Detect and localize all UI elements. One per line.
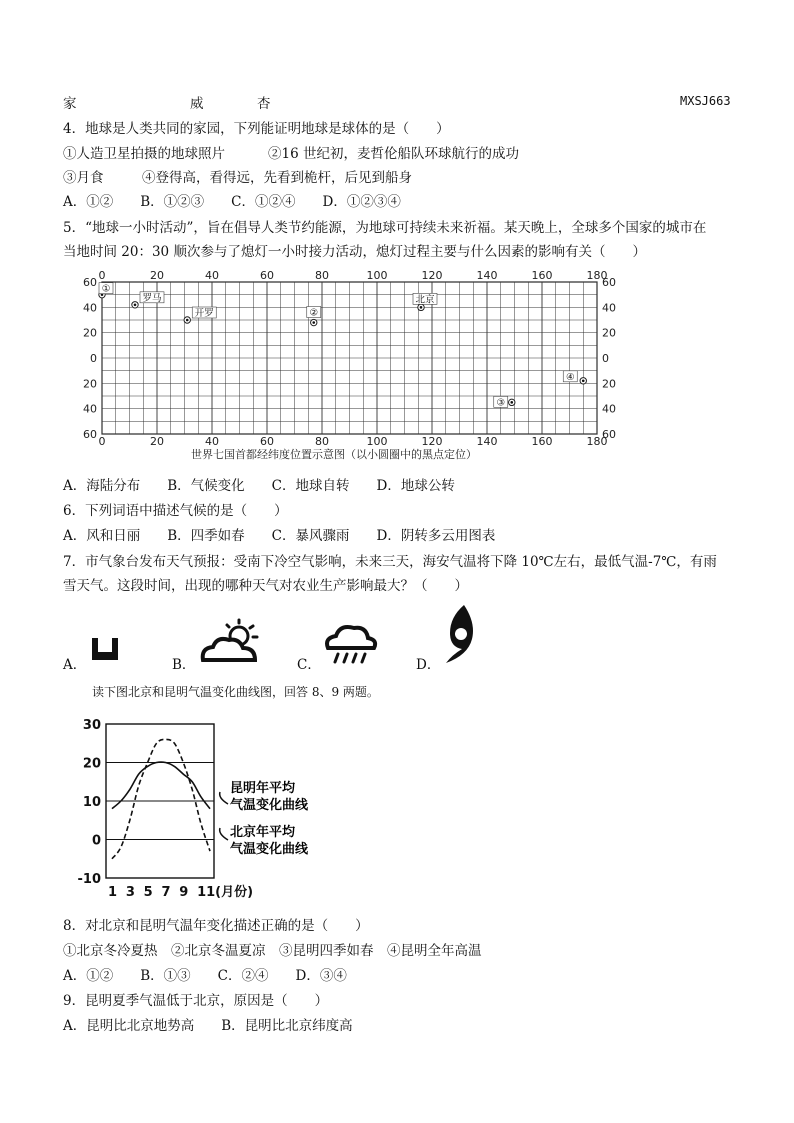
capital-label: 开罗 [194, 308, 214, 319]
capital-label: 罗马 [142, 292, 162, 304]
legend-beijing-line2: 气温变化曲线 [230, 842, 309, 857]
legend-beijing-line1: 北京年平均 [230, 825, 296, 840]
climate-x-tick: 1 [108, 885, 118, 898]
climate-y-tick: 10 [82, 795, 101, 810]
map-x-tick-top: 40 [205, 269, 219, 282]
climate-y-tick: 0 [91, 833, 101, 849]
q9-stem: 9．昆明夏季气温低于北京，原因是（ ） [63, 993, 329, 1009]
doc-code: MXSJ663 [680, 94, 731, 108]
climate-x-tick: 3 [125, 885, 135, 898]
map-y-tick-left: 40 [83, 402, 97, 416]
map-x-tick-bottom: 20 [150, 435, 164, 448]
capital-label: 北京 [415, 294, 435, 306]
q9-answers: A．昆明比北京地势高 B．昆明比北京纬度高 [63, 1018, 353, 1034]
climate-y-tick: 20 [82, 756, 101, 772]
rain-icon [322, 620, 380, 666]
q8-choices: ①北京冬冷夏热 ②北京冬温夏凉 ③昆明四季如春 ④昆明全年高温 [63, 943, 482, 959]
map-x-tick-top: 100 [366, 269, 388, 282]
climate-x-tick: 5 [143, 885, 153, 898]
header-char-2: 威 [190, 96, 204, 112]
capital-label: ④ [565, 371, 575, 383]
q4-answers: A．①② B．①②③ C．①②④ D．①②③④ [63, 194, 401, 210]
q4-option-3: ③月食 [63, 170, 104, 186]
map-y-tick-left: 60 [83, 276, 97, 289]
q7-option-d-label: D． [416, 657, 441, 673]
temperature-curve-chart [70, 712, 360, 898]
climate-x-tick: 9 [179, 885, 189, 898]
q7-option-b-label: B． [172, 657, 196, 673]
map-y-tick-right: 60 [602, 276, 616, 289]
map-y-tick-right: 40 [602, 301, 616, 315]
capital-label: ① [101, 283, 111, 295]
frost-icon [88, 636, 122, 662]
capital-label: ② [309, 307, 319, 319]
q7-stem-line1: 7．市气象台发布天气预报：受南下冷空气影响，未来三天，海安气温将下降 10℃左右，最低气温-7℃，有雨 [63, 554, 717, 570]
map-x-tick-top: 180 [586, 269, 608, 282]
legend-kunming-line2: 气温变化曲线 [230, 798, 309, 813]
q8-stem: 8．对北京和昆明气温年变化描述正确的是（ ） [63, 918, 369, 934]
map-x-tick-top: 80 [315, 269, 329, 282]
q7-option-c-label: C． [297, 657, 321, 673]
intro-q8-q9: 读下图北京和昆明气温变化曲线图，回答 8、9 两题。 [92, 685, 379, 699]
q4-option-4: ④登得高，看得远，先看到桅杆，后见到船身 [142, 170, 412, 186]
q7-option-a-label: A． [63, 657, 87, 673]
capital-label: ③ [496, 397, 506, 409]
map-x-tick-top: 120 [421, 269, 443, 282]
capitals-latlon-chart [72, 266, 632, 462]
q5-stem-line1: 5．“地球一小时活动”，旨在倡导人类节约能源，为地球可持续未来祈福。某天晚上，全球多个国家的城市在 [63, 220, 707, 236]
map-x-tick-bottom: 180 [586, 435, 608, 448]
q5-answers: A．海陆分布 B．气候变化 C．地球自转 D．地球公转 [63, 478, 455, 494]
map-y-tick-right: 20 [602, 377, 616, 391]
header-char-1: 家 [63, 96, 77, 112]
header-char-3: 杏 [257, 96, 271, 112]
legend-kunming-line1: 昆明年平均 [230, 781, 296, 796]
climate-y-tick: 30 [82, 718, 101, 733]
q4-option-2: ②16 世纪初，麦哲伦船队环球航行的成功 [268, 146, 519, 162]
map-y-tick-right: 0 [602, 352, 609, 365]
q5-stem-line2: 当地时间 20：30 顺次参与了熄灯一小时接力活动，熄灯过程主要与什么因素的影响有关（ ） [63, 244, 646, 260]
map-x-tick-bottom: 40 [205, 435, 219, 448]
map-x-tick-top: 160 [531, 269, 553, 282]
map-x-tick-bottom: 100 [366, 435, 388, 448]
map-x-tick-bottom: 120 [421, 435, 443, 448]
map-x-tick-top: 60 [260, 269, 274, 282]
q6-stem: 6．下列词语中描述气候的是（ ） [63, 503, 288, 519]
q6-answers: A．风和日丽 B．四季如春 C．暴风骤雨 D．阴转多云用图表 [63, 528, 496, 544]
map-x-tick-top: 20 [150, 269, 164, 282]
map-x-tick-top: 0 [98, 269, 106, 282]
q8-answers: A．①② B．①③ C．②④ D．③④ [63, 968, 347, 984]
q4-stem: 4．地球是人类共同的家园，下列能证明地球是球体的是（ ） [63, 121, 450, 137]
map-caption: 世界七国首都经纬度位置示意图（以小圆圈中的黑点定位） [191, 448, 477, 461]
climate-x-tick: 11(月份) [197, 885, 254, 898]
map-x-tick-bottom: 160 [531, 435, 553, 448]
climate-y-tick: -10 [77, 872, 101, 887]
map-y-tick-right: 40 [602, 402, 616, 416]
map-y-tick-left: 20 [83, 377, 97, 391]
map-y-tick-left: 20 [83, 326, 97, 340]
map-y-tick-right: 20 [602, 326, 616, 340]
map-y-tick-left: 60 [83, 428, 97, 441]
q4-option-1: ①人造卫星拍摄的地球照片 [63, 146, 225, 162]
map-y-tick-right: 60 [602, 428, 616, 441]
typhoon-icon [442, 603, 482, 665]
map-y-tick-left: 40 [83, 301, 97, 315]
map-y-tick-left: 0 [90, 352, 97, 365]
map-x-tick-bottom: 80 [315, 435, 329, 448]
map-x-tick-bottom: 0 [98, 435, 106, 448]
q7-stem-line2: 雪天气。这段时间，出现的哪种天气对农业生产影响最大？（ ） [63, 578, 468, 594]
map-x-tick-top: 140 [476, 269, 498, 282]
partly-cloudy-icon [197, 618, 265, 664]
climate-x-tick: 7 [161, 885, 171, 898]
map-x-tick-bottom: 140 [476, 435, 498, 448]
map-x-tick-bottom: 60 [260, 435, 274, 448]
